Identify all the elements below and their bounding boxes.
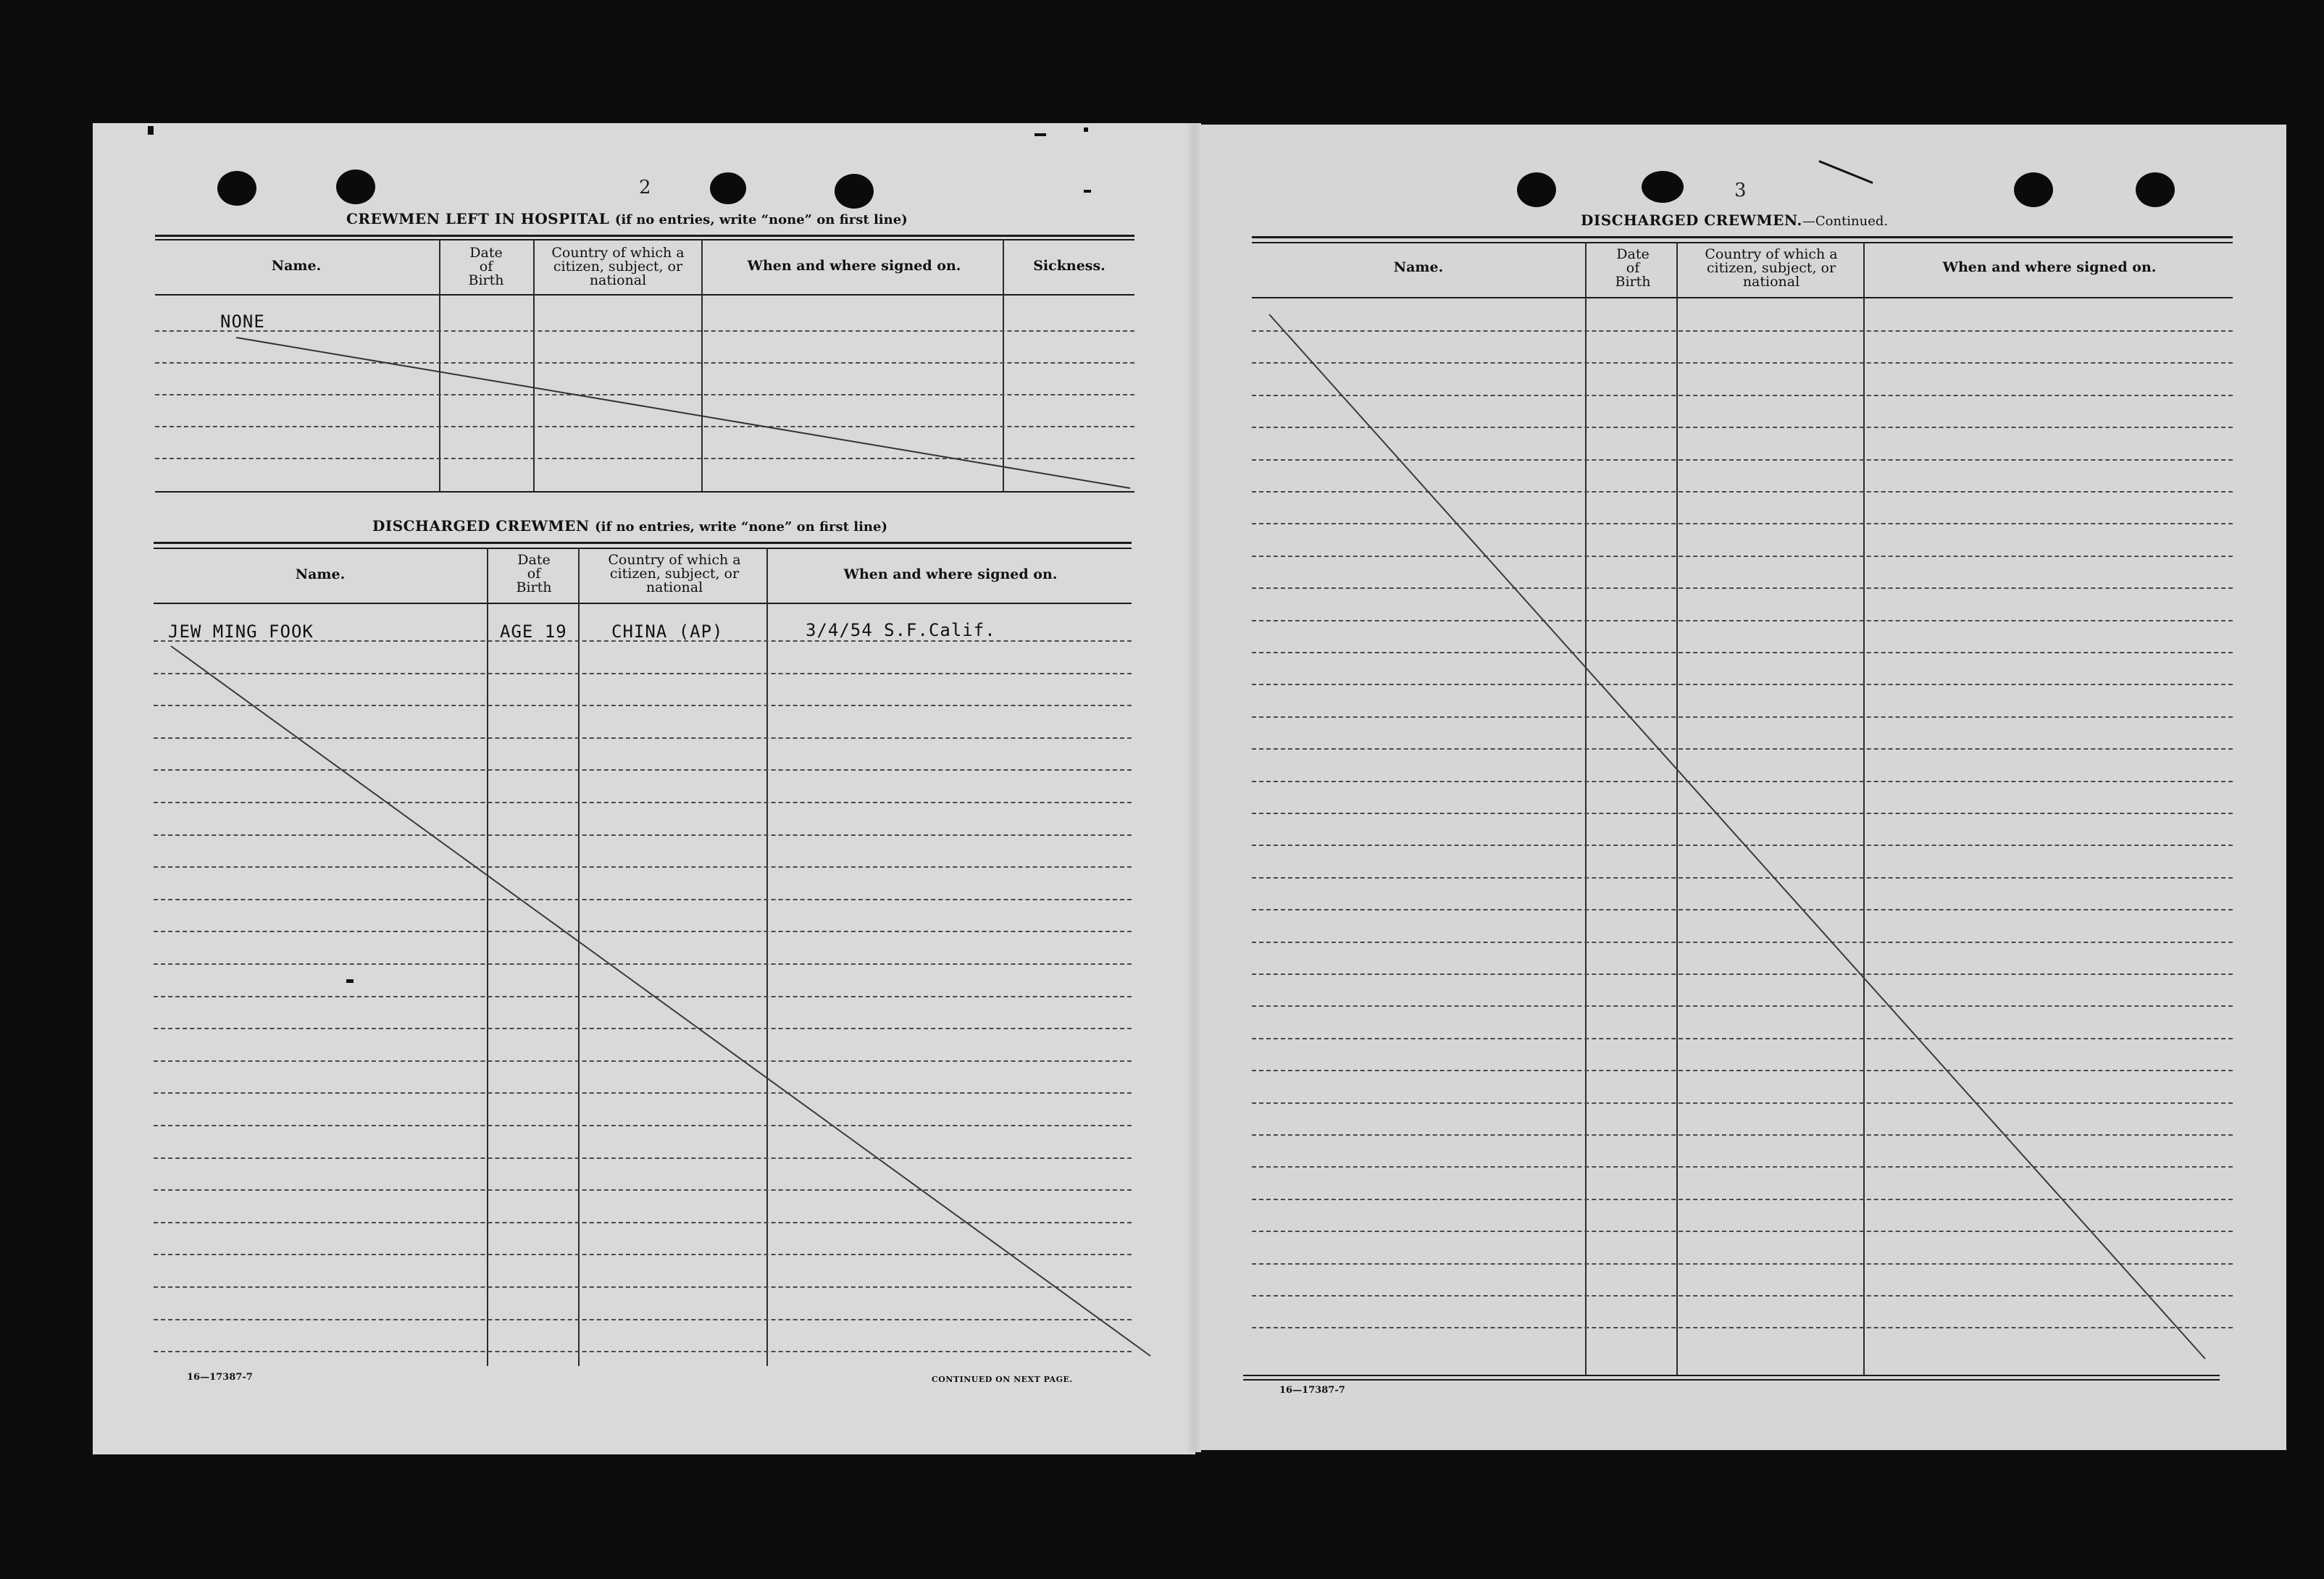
- discharged-birth: AGE 19: [500, 621, 567, 642]
- right-col-dob-text: Date of Birth: [1615, 246, 1651, 290]
- ruled-line: [1252, 877, 2233, 879]
- ruled-line: [155, 330, 1134, 332]
- continued-note: CONTINUED ON NEXT PAGE.: [932, 1375, 1073, 1384]
- discharged-col-divider: [766, 548, 768, 1366]
- hospital-title-note: (if no entries, write “none” on first line): [614, 212, 908, 227]
- discharged-section-title: [372, 517, 887, 535]
- right-header-rule: [1252, 297, 2233, 298]
- ruled-line: [1252, 748, 2233, 750]
- punch-hole: [1517, 172, 1556, 207]
- page-number-right: 3: [1734, 180, 1747, 201]
- ruled-line: [1252, 1038, 2233, 1039]
- discharged-col-country: Country of which a citizen, subject, or national: [608, 552, 741, 595]
- right-col-dob: [1588, 248, 1678, 289]
- page-number-left: 2: [639, 177, 651, 198]
- hospital-top-rule: [155, 235, 1134, 237]
- ruled-line: [1252, 1005, 2233, 1007]
- discharged-col-name: Name.: [295, 566, 346, 582]
- ruled-line: [1252, 427, 2233, 428]
- ruled-line: [1252, 1231, 2233, 1232]
- ruled-line: [154, 1092, 1132, 1094]
- discharged-signed-on: 3/4/54 S.F.Calif.: [806, 620, 996, 640]
- ruled-line: [1252, 909, 2233, 910]
- hospital-col-name: Name.: [271, 258, 322, 274]
- ruled-line: [1252, 716, 2233, 718]
- ruled-line: [1252, 781, 2233, 782]
- ruled-line: [154, 705, 1132, 706]
- ruled-line: [154, 1286, 1132, 1288]
- right-bottom-rule: [1243, 1375, 2220, 1376]
- hospital-col-divider: [439, 239, 440, 493]
- ruled-line: [154, 834, 1132, 836]
- ruled-line: [1252, 362, 2233, 364]
- page-fold: [1188, 123, 1201, 1452]
- ruled-line: [154, 802, 1132, 803]
- ruled-line: [1252, 1166, 2233, 1168]
- ruled-line: [155, 394, 1134, 395]
- punch-hole: [2014, 172, 2053, 207]
- punch-hole: [336, 169, 375, 204]
- hospital-col-divider: [533, 239, 535, 493]
- ruled-line: [154, 996, 1132, 997]
- form-number-left: 16—17387-7: [187, 1372, 253, 1383]
- ruled-line: [154, 1189, 1132, 1191]
- ruled-line: [1252, 587, 2233, 589]
- right-top-rule-2: [1252, 242, 2233, 243]
- hospital-bottom-rule: [155, 491, 1134, 493]
- hospital-col-divider: [701, 239, 703, 493]
- ruled-line: [1252, 684, 2233, 685]
- right-col-name: Name.: [1393, 259, 1444, 275]
- discharged-col-divider: [487, 548, 488, 1366]
- hospital-col-dob: [440, 246, 532, 288]
- hospital-col-divider: [1003, 239, 1004, 493]
- punch-hole: [835, 174, 874, 209]
- ruled-line: [154, 737, 1132, 739]
- ruled-line: [155, 362, 1134, 364]
- ruled-line: [154, 1319, 1132, 1320]
- ruled-line: [1252, 330, 2233, 332]
- right-col-signed: When and where signed on.: [1942, 259, 2157, 275]
- right-col-divider: [1585, 242, 1587, 1376]
- ruled-line: [154, 866, 1132, 868]
- ruled-line: [154, 1351, 1132, 1352]
- right-page: [1194, 125, 2286, 1450]
- discharged-country: CHINA (AP): [611, 621, 724, 642]
- right-top-rule: [1252, 236, 2233, 238]
- hospital-col-signed: When and where signed on.: [747, 258, 961, 274]
- hospital-entry: NONE: [220, 311, 265, 332]
- ruled-line: [1252, 1327, 2233, 1328]
- ruled-line: [1252, 942, 2233, 943]
- ruled-line: [1252, 1199, 2233, 1200]
- discharged-top-rule: [154, 542, 1132, 544]
- right-col-divider: [1676, 242, 1678, 1376]
- discharged-col-divider: [578, 548, 580, 1366]
- ruled-line: [154, 1157, 1132, 1159]
- ruled-line: [1252, 523, 2233, 524]
- right-title-suffix: —Continued.: [1802, 214, 1889, 229]
- ruled-line: [1252, 556, 2233, 557]
- ruled-line: [1252, 1263, 2233, 1265]
- hospital-header-rule: [155, 294, 1134, 296]
- ruled-line: [1252, 1134, 2233, 1136]
- ruled-line: [154, 963, 1132, 965]
- hospital-top-rule-2: [155, 239, 1134, 240]
- punch-hole: [2136, 172, 2175, 207]
- hospital-col-dob-text: Date of Birth: [468, 245, 504, 288]
- hospital-title-text: CREWMEN LEFT IN HOSPITAL: [346, 210, 610, 227]
- discharged-name: JEW MING FOOK: [168, 621, 314, 642]
- form-number-right: 16—17387-7: [1279, 1385, 1345, 1396]
- right-col-divider: [1863, 242, 1865, 1376]
- discharged-col-dob-text: Date of Birth: [516, 552, 552, 595]
- ruled-line: [1252, 620, 2233, 621]
- ruled-line: [154, 899, 1132, 900]
- discharged-col-signed: When and where signed on.: [843, 566, 1058, 582]
- ruled-line: [1252, 491, 2233, 493]
- punch-hole: [217, 171, 256, 206]
- ruled-line: [154, 1028, 1132, 1029]
- ruled-line: [154, 1254, 1132, 1255]
- ruled-line: [154, 1222, 1132, 1223]
- punch-hole: [1642, 171, 1684, 203]
- discharged-title-text: DISCHARGED CREWMEN: [372, 517, 590, 535]
- ruled-line: [1252, 813, 2233, 814]
- ruled-line: [1252, 845, 2233, 846]
- ruled-line: [1252, 1295, 2233, 1297]
- ruled-line: [155, 426, 1134, 427]
- ruled-line: [154, 673, 1132, 674]
- ruled-line: [1252, 973, 2233, 975]
- discharged-top-rule-2: [154, 548, 1132, 549]
- discharged-title-note: (if no entries, write “none” on first line): [595, 519, 887, 535]
- hospital-section-title: [346, 210, 908, 227]
- ruled-line: [1252, 459, 2233, 461]
- ruled-line: [1252, 1070, 2233, 1071]
- discharged-header-rule: [154, 603, 1132, 604]
- hospital-col-sickness: Sickness.: [1033, 258, 1105, 274]
- right-title-text: DISCHARGED CREWMEN.: [1581, 211, 1802, 229]
- punch-hole: [710, 172, 746, 204]
- ruled-line: [154, 1060, 1132, 1062]
- right-col-country: Country of which a citizen, subject, or national: [1705, 246, 1838, 290]
- ruled-line: [154, 1125, 1132, 1126]
- discharged-col-dob: [490, 553, 578, 595]
- ruled-line: [155, 458, 1134, 459]
- ruled-line: [154, 769, 1132, 771]
- ruled-line: [1252, 652, 2233, 653]
- right-bottom-rule-2: [1243, 1379, 2220, 1381]
- right-section-title: [1581, 211, 1888, 229]
- ruled-line: [1252, 395, 2233, 396]
- ruled-line: [154, 931, 1132, 932]
- hospital-col-country: Country of which a citizen, subject, or national: [551, 245, 685, 288]
- ruled-line: [1252, 1102, 2233, 1104]
